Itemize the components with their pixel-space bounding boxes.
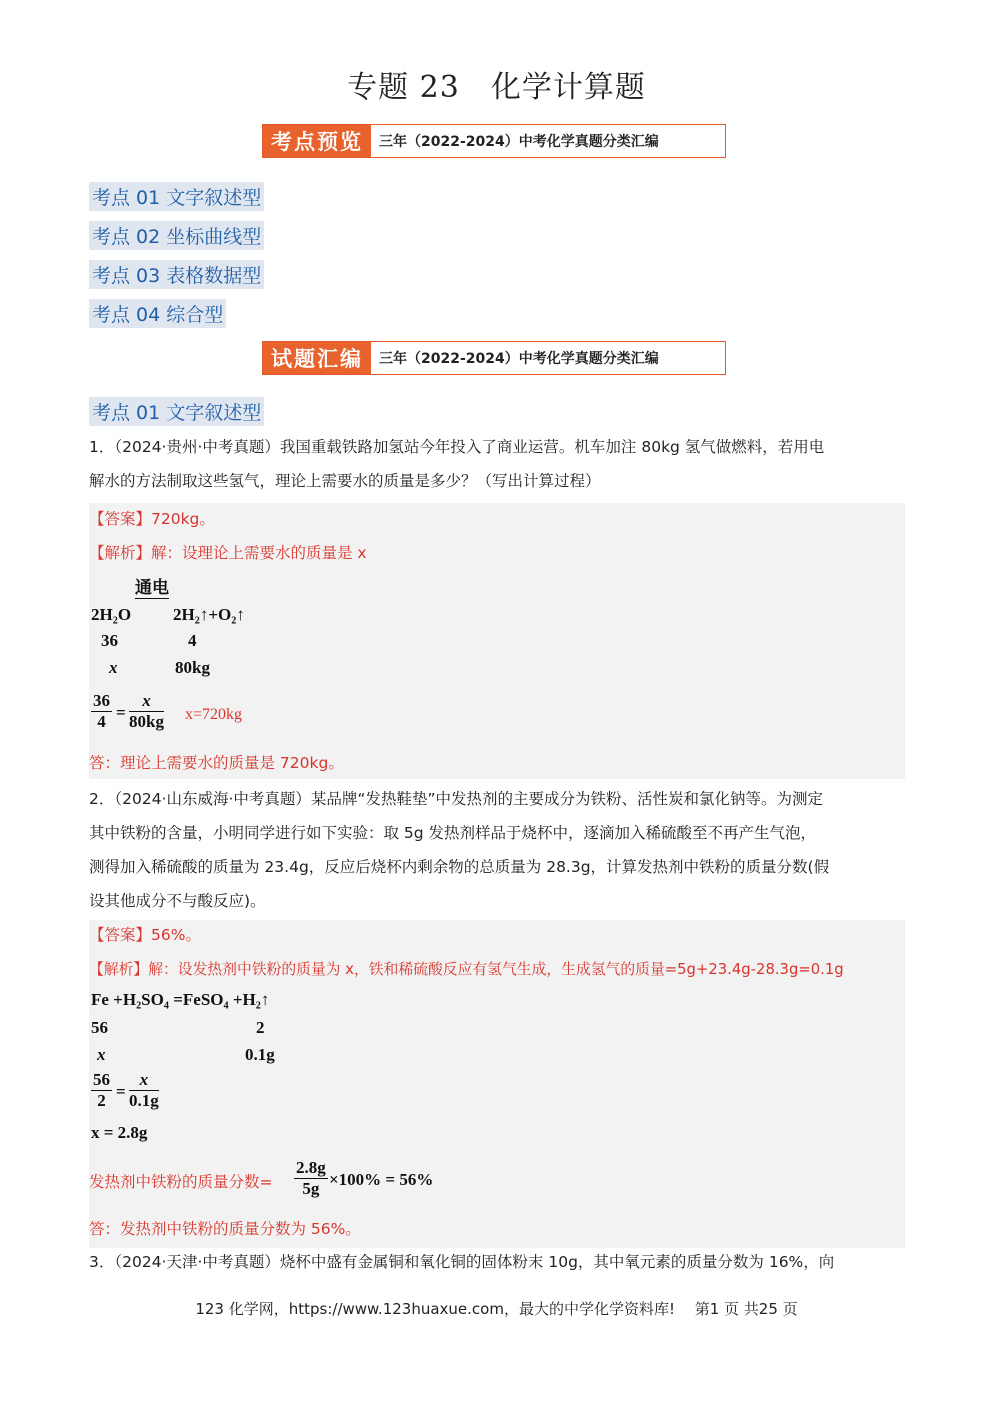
denominator: 4: [97, 712, 106, 731]
question-text: 其中铁粉的含量，小明同学进行如下实验：取 5g 发热剂样品于烧杯中，逐滴加入稀硫酸至不再产生气泡，: [89, 824, 817, 842]
question-text: 3．（2024·天津·中考真题）烧杯中盛有金属铜和氧化铜的固体粉末 10g，其中氧元素的质量分数为 16%，向: [89, 1253, 835, 1271]
denominator: 80kg: [129, 712, 164, 731]
numerator: 2.8g: [296, 1158, 326, 1177]
fraction-left: [91, 1070, 112, 1111]
question-1: [89, 430, 909, 498]
answer-box-2: [89, 920, 905, 1248]
numerator: 56: [93, 1070, 110, 1089]
numerator: x: [129, 691, 164, 712]
percentage-result: ×100% = 56%: [329, 1170, 434, 1189]
known-mass: 0.1g: [245, 1045, 275, 1064]
reaction-equation: Fe +H₂SO₄ =FeSO₄ +H₂↑: [91, 990, 270, 1009]
unknown-mass: x: [109, 658, 118, 677]
question-text: 设其他成分不与酸反应)。: [89, 892, 266, 910]
products: 2H₂↑+O₂↑: [173, 605, 245, 624]
question-text: 解水的方法制取这些氢气，理论上需要水的质量是多少？（写出计算过程）: [89, 472, 601, 490]
reaction-condition: 通电: [135, 573, 169, 599]
questions-banner: [262, 341, 726, 375]
toc-item-1[interactable]: 考点 01 文字叙述型: [89, 182, 264, 211]
denominator: 5g: [302, 1179, 320, 1198]
conclusion: 答：发热剂中铁粉的质量分数为 56%。: [89, 1220, 361, 1238]
toc-item-4[interactable]: 考点 04 综合型: [89, 299, 226, 328]
percentage-label: 发热剂中铁粉的质量分数=: [89, 1173, 273, 1191]
banner-subtitle: 三年（2022-2024）中考化学真题分类汇编: [379, 351, 659, 367]
result: x = 2.8g: [91, 1123, 148, 1142]
unknown-mass: x: [97, 1045, 106, 1064]
analysis-line: 【解析】解：设发热剂中铁粉的质量为 x，铁和稀硫酸反应有氢气生成，生成氢气的质量=5g+23.4g-28.3g=0.1g: [89, 961, 844, 978]
equals-sign: =: [116, 1082, 126, 1101]
percentage-fraction: [294, 1158, 328, 1199]
result: x=720kg: [185, 706, 243, 723]
page-footer: 123 化学网，https://www.123huaxue.com，最大的中学化学资料库! 第1 页 共25 页: [195, 1300, 798, 1318]
equals-sign: =: [116, 703, 126, 722]
section-heading: 考点 01 文字叙述型: [89, 397, 264, 426]
toc-item-2[interactable]: 考点 02 坐标曲线型: [89, 221, 264, 250]
banner-tag: 考点预览: [263, 125, 371, 157]
molar-mass-2: 2: [256, 1018, 265, 1037]
molar-mass-1: 56: [91, 1018, 108, 1037]
answer-box-1: [89, 503, 905, 779]
reactant: 2H₂O: [91, 605, 132, 624]
numerator: 36: [93, 691, 110, 710]
page-title: 专题 23 化学计算题: [347, 70, 646, 105]
analysis-line: 【解析】解：设理论上需要水的质量是 x: [89, 544, 367, 562]
known-mass: 80kg: [175, 658, 210, 677]
conclusion: 答：理论上需要水的质量是 720kg。: [89, 754, 344, 772]
numerator: x: [129, 1070, 159, 1091]
question-text: 测得加入稀硫酸的质量为 23.4g，反应后烧杯内剩余物的总质量为 28.3g，计算发热剂中铁粉的质量分数(假: [89, 858, 830, 876]
molar-mass-1: 36: [101, 631, 118, 650]
preview-banner: [262, 124, 726, 158]
banner-tag: 试题汇编: [263, 342, 371, 374]
question-3: [89, 1245, 909, 1279]
fraction-right: [129, 1070, 159, 1111]
question-text: 1．（2024·贵州·中考真题）我国重载铁路加氢站今年投入了商业运营。机车加注 80kg 氢气做燃料，若用电: [89, 438, 825, 456]
answer-line: 【答案】56%。: [89, 926, 201, 944]
question-2: [89, 782, 909, 918]
banner-subtitle: 三年（2022-2024）中考化学真题分类汇编: [379, 134, 659, 150]
molar-mass-2: 4: [188, 631, 197, 650]
question-text: 2．（2024·山东威海·中考真题）某品牌“发热鞋垫”中发热剂的主要成分为铁粉、活性炭和氯化钠等。为测定: [89, 790, 823, 808]
toc-item-3[interactable]: 考点 03 表格数据型: [89, 260, 264, 289]
denominator: 2: [97, 1091, 106, 1110]
fraction-right: [129, 691, 164, 732]
fraction-left: [91, 691, 112, 732]
answer-line: 【答案】720kg。: [89, 510, 215, 528]
denominator: 0.1g: [129, 1091, 159, 1110]
